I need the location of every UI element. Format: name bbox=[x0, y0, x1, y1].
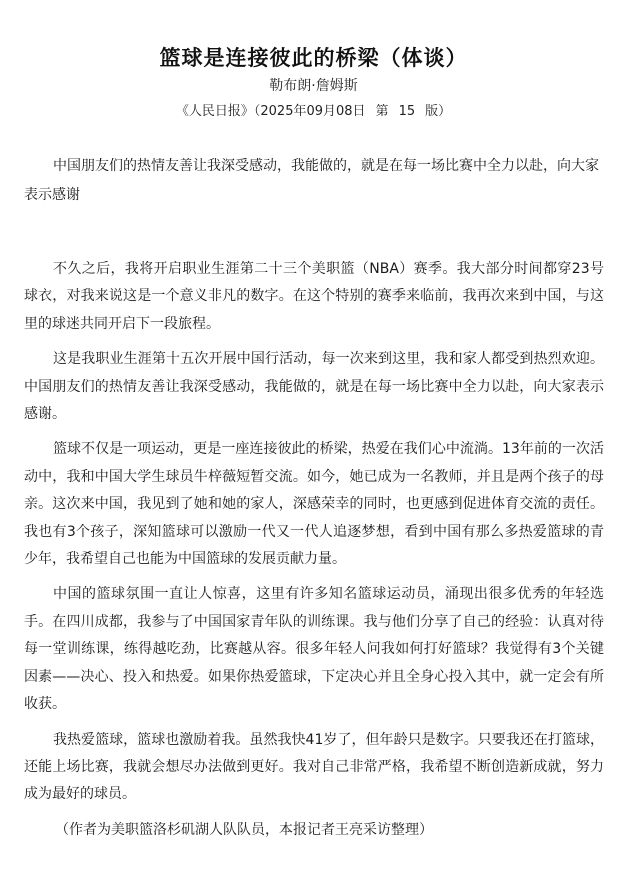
body-paragraph-5: 我热爱篮球，篮球也激励着我。虽然我快41岁了，但年龄只是数字。只要我还在打篮球，还能上场比赛，我就会想尽办法做到更好。我对自己非常严格，我希望不断创造新成就，努力成为最好的球员。 bbox=[24, 731, 604, 803]
author-note: （作者为美职篮洛杉矶湖人队队员，本报记者王亮采访整理） bbox=[55, 821, 433, 838]
body-paragraph-1: 不久之后，我将开启职业生涯第二十三个美职篮（NBA）赛季。我大部分时间都穿23号球衣，对我来说这是一个意义非凡的数字。在这个特别的赛季来临前，我再次来到中国，与这里的球迷共同开启下一段旅程。 bbox=[24, 261, 604, 332]
body-paragraph-3: 篮球不仅是一项运动，更是一座连接彼此的桥梁，热爱在我们心中流淌。13年前的一次活动中，我和中国大学生球员牛梓薇短暂交流。如今，她已成为一名教师，并且是两个孩子的母亲。这次来中国，我见到了她和她的家人，深感荣幸的同时，也更感到促进体育交流的责任。我也有3个孩子，深知篮球可以激励一代又一代人追逐梦想，看到中国有那么多热爱篮球的青少年，我希望自己也能为中国篮球的发展贡献力量。 bbox=[24, 441, 604, 568]
article-lead: 中国朋友们的热情友善让我深受感动，我能做的，就是在每一场比赛中全力以赴，向大家表示感谢 bbox=[24, 158, 599, 203]
source-publication: 《人民日报》 bbox=[175, 104, 254, 119]
article-author: 勒布朗·詹姆斯 bbox=[269, 78, 358, 94]
article-title: 篮球是连接彼此的桥梁（体谈） bbox=[159, 46, 468, 71]
source-page-suffix: 版） bbox=[425, 104, 452, 119]
source-date: （2025年09月08日 bbox=[253, 104, 366, 119]
source-page-number: 15 bbox=[398, 104, 416, 119]
body-paragraph-2: 这是我职业生涯第十五次开展中国行活动，每一次来到这里，我和家人都受到热烈欢迎。中国朋友们的热情友善让我深受感动，我能做的，就是在每一场比赛中全力以赴，向大家表示感谢。 bbox=[24, 351, 604, 423]
source-page-label: 第 bbox=[375, 104, 389, 119]
article-source bbox=[0, 101, 627, 123]
body-paragraph-4: 中国的篮球氛围一直让人惊喜，这里有许多知名篮球运动员，涌现出很多优秀的年轻选手。在四川成都，我参与了中国国家青年队的训练课。我与他们分享了自己的经验：认真对待每一堂训练课，练得越吃劲，比赛越从容。很多年轻人问我如何打好篮球？我觉得有3个关键因素——决心、投入和热爱。如果你热爱篮球，下定决心并且全身心投入其中，就一定会有所收获。 bbox=[24, 586, 604, 713]
article-body bbox=[24, 256, 604, 852]
